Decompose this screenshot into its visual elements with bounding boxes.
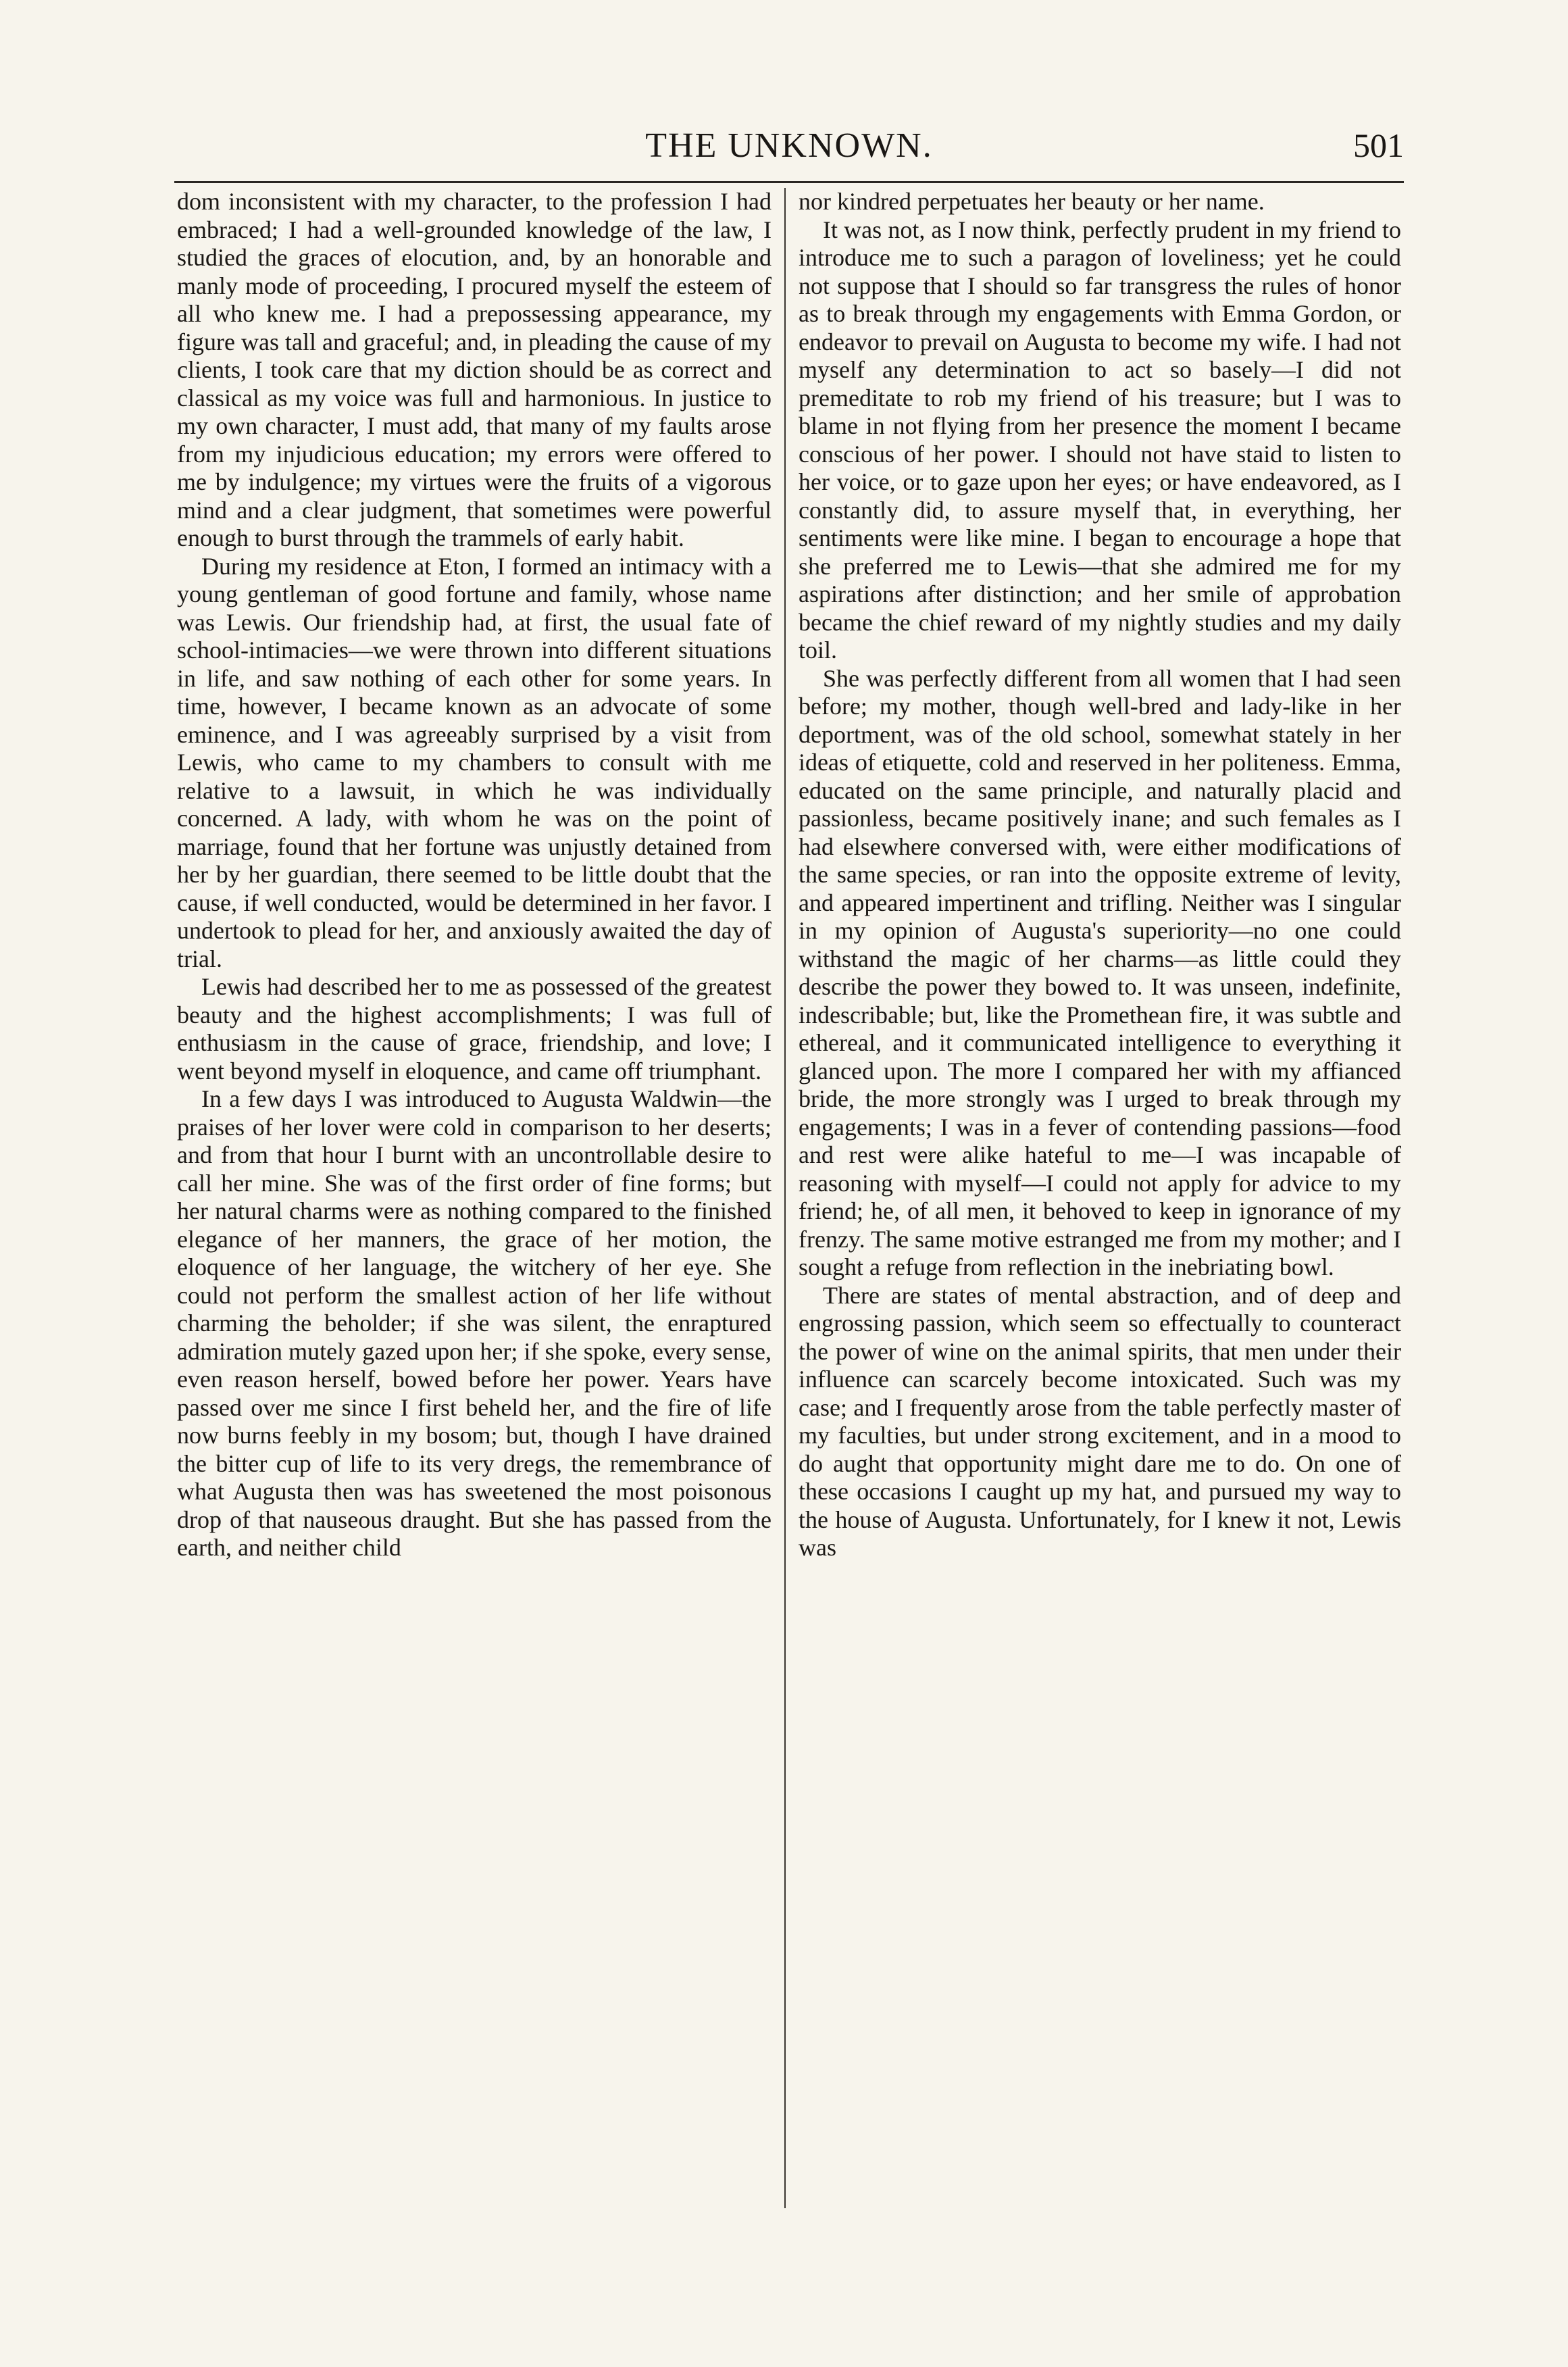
left-column (177, 188, 772, 2215)
page-number: 501 (1353, 126, 1404, 164)
paragraph: There are states of mental abstraction, and of deep and engrossing passion, which seem so effectually to counteract the power of wine on the animal spirits, that men under their influence can scarcely become intoxicated. Such was my case; and I frequently arose from the table perfectly master of my faculties, but under strong excitement, and in a mood to do aught that opportunity might dare me to do. On one of these occasions I caught up my hat, and pursued my way to the house of Augusta. Unfortunately, for I knew it not, Lewis was (799, 1281, 1401, 1561)
paragraph: It was not, as I now think, perfectly prudent in my friend to introduce me to such a paragon of loveliness; yet he could not suppose that I should so far transgress the rules of honor as to break through my engagements with Emma Gordon, or endeavor to prevail on Augusta to become my wife. I had not myself any determination to act so basely—I did not premeditate to rob my friend of his treasure; but I was to blame in not flying from her presence the moment I became conscious of her power. I should not have staid to listen to her voice, or to gaze upon her eyes; or have endeavored, as I constantly did, to assure myself that, in everything, her sentiments were like mine. I began to encourage a hope that she preferred me to Lewis—that she admired me for my aspirations after distinction; and her smile of approbation became the chief reward of my nightly studies and my daily toil. (799, 216, 1401, 664)
paragraph: dom inconsistent with my character, to the profession I had embraced; I had a well-grounded knowledge of the law, I studied the graces of elocution, and, by an honorable and manly mode of proceeding, I procured myself the esteem of all who knew me. I had a prepossessing appearance, my figure was tall and graceful; and, in pleading the cause of my clients, I took care that my diction should be as correct and classical as my voice was full and harmonious. In justice to my own character, I must add, that many of my faults arose from my injudicious education; my errors were offered to me by indulgence; my virtues were the fruits of a vigorous mind and a clear judgment, that sometimes were powerful enough to burst through the trammels of early habit. (177, 188, 772, 551)
page-header (174, 120, 1404, 174)
column-divider (784, 188, 786, 2208)
running-title: THE UNKNOWN. (645, 126, 933, 165)
paragraph: nor kindred perpetuates her beauty or her name. (799, 188, 1265, 215)
header-rule (174, 181, 1404, 183)
paragraph: She was perfectly different from all women that I had seen before; my mother, though well-bred and lady-like in her deportment, was of the old school, somewhat stately in her ideas of etiquette, cold and reserved in her politeness. Emma, educated on the same principle, and naturally placid and passionless, became positively inane; and such females as I had elsewhere conversed with, were either modifications of the same species, or ran into the opposite extreme of levity, and appeared impertinent and trifling. Neither was I singular in my opinion of Augusta's superiority—no one could withstand the magic of her charms—as little could they describe the power they bowed to. It was unseen, indefinite, indescribable; but, like the Promethean fire, it was subtle and ethereal, and it communicated intelligence to everything it glanced upon. The more I compared her with my affianced bride, the more strongly was I urged to break through my engagements; I was in a fever of contending passions—food and rest were alike hateful to me—I was incapable of reasoning with myself—I could not apply for advice to my friend; he, of all men, it behoved to keep in ignorance of my frenzy. The same motive estranged me from my mother; and I sought a refuge from reflection in the inebriating bowl. (799, 664, 1401, 1280)
paragraph: In a few days I was introduced to Augusta Waldwin—the praises of her lover were cold in comparison to her deserts; and from that hour I burnt with an uncontrollable desire to call her mine. She was of the first order of fine forms; but her natural charms were as nothing compared to the finished elegance of her manners, the grace of her motion, the eloquence of her language, the witchery of her eye. She could not perform the smallest action of her life without charming the beholder; if she was silent, the enraptured admiration mutely gazed upon her; if she spoke, every sense, even reason herself, bowed before her power. Years have passed over me since I first beheld her, and the fire of life now burns feebly in my bosom; but, though I have drained the bitter cup of life to its very dregs, the remembrance of what Augusta then was has sweetened the most poisonous drop of that nauseous draught. But she has passed from the earth, and neither child (177, 1085, 772, 1561)
paragraph: Lewis had described her to me as possessed of the greatest beauty and the highest accomplishments; I was full of enthusiasm in the cause of grace, friendship, and love; I went beyond myself in eloquence, and came off triumphant. (177, 973, 772, 1085)
paragraph: During my residence at Eton, I formed an intimacy with a young gentleman of good fortune and family, whose name was Lewis. Our friendship had, at first, the usual fate of school-intimacies—we were thrown into different situations in life, and saw nothing of each other for some years. In time, however, I became known as an advocate of some eminence, and I was agreeably surprised by a visit from Lewis, who came to my chambers to consult with me relative to a lawsuit, in which he was individually concerned. A lady, with whom he was on the point of marriage, found that her fortune was unjustly detained from her by her guardian, there seemed to be little doubt that the cause, if well conducted, would be determined in her favor. I undertook to plead for her, and anxiously awaited the day of trial. (177, 552, 772, 972)
right-column (799, 188, 1401, 2215)
